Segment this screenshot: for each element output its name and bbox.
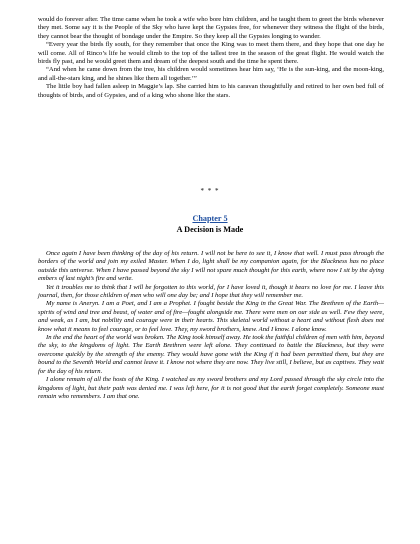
story-paragraph: “Every year the birds fly south, for they remember that once the King was to meet them there, and they hope that one day he will come. All of Rinco’s life he would climb to the top of the tallest tree in the season of the great flight. He would watch the birds fly past, and he would greet them and dream of the deepest south and the time he spent there. [38, 41, 384, 66]
journal-text [38, 250, 384, 401]
story-paragraph: would do forever after. The time came when he took a wife who bore him children, and he taught them to greet the birds whenever they met. Some say it is the People of the Sky who have kept the Gypsies free, for whenever they witness the flight of the birds, they cannot bear the thought of bondage under the Empire. So they keep all the Gypsies longing to wander. [38, 16, 384, 40]
chapter-title: A Decision is Made [176, 225, 244, 234]
story-paragraph: The little boy had fallen asleep in Maggie’s lap. She carried him to his caravan thoughtfully and retired to her own bed full of thoughts of birds, and of Gypsies, and of a king who shone like the stars. [38, 83, 384, 99]
chapter-number-link[interactable]: Chapter 5 [192, 214, 228, 223]
section-separator: * * * [200, 187, 220, 195]
journal-paragraph: My name is Aneryn. I am a Poet, and I am a Prophet. I fought beside the King in the Great War. The Brethren of the Earth—spirits of wind and tree and beast, of water and of fire—fought alongside me. There were men on our side as well. Few they were, and weak, as I am, but nobility and courage were in their hearts. This skeletal world without a heart and without flesh does not know what it means to feel courage, or to feel love. They, my sword brothers, knew. And I know. I alone know. [38, 300, 384, 333]
story-paragraph: “And when he came down from the tree, his children would sometimes hear him say, ‘He is the sun-king, and the moon-king, and all-the-stars king, and he shines like them all together.’” [38, 66, 384, 82]
journal-paragraph: I alone remain of all the hosts of the King. I watched as my sword brothers and my Lord passed through the sky circle into the kingdoms of light, but their path was denied me. I was left here, for it is not good that the earth forget completely. Someone must remain who remembers. I am that one. [38, 376, 384, 400]
journal-paragraph: Yet it troubles me to think that I will be forgotten to this world, for I have loved it, though it bears no love for me. I leave this journal, then, for those children of men who will one day be; and I hope that they will remember me. [38, 283, 384, 300]
story-text [38, 16, 384, 100]
journal-paragraph: In the end the heart of the world was broken. The King took himself away. He took the faithful children of men with him, beyond the sky, to the kingdoms of light. The Earth Brethren were left alone. They continued to battle the Blackness, but they were overcome quickly by the strength of the enemy. They would have gone with the King if it had been permitted them, but they are bound to the Seventh World and cannot leave it. I know not where they are now. They live still, I believe, but as captives. They wait for the day of his return. [38, 334, 384, 375]
journal-paragraph: Once again I have been thinking of the day of his return. I will not be here to see it, I know that well. I must pass through the borders of the world and join my exiled Master. When I do, light shall be my companion again, for the Blackness has no place outside this universe. When I have passed beyond the sky I will not spare much thought for this earth, where now I sit by the dying embers of last night’s fire and write. [38, 250, 384, 283]
